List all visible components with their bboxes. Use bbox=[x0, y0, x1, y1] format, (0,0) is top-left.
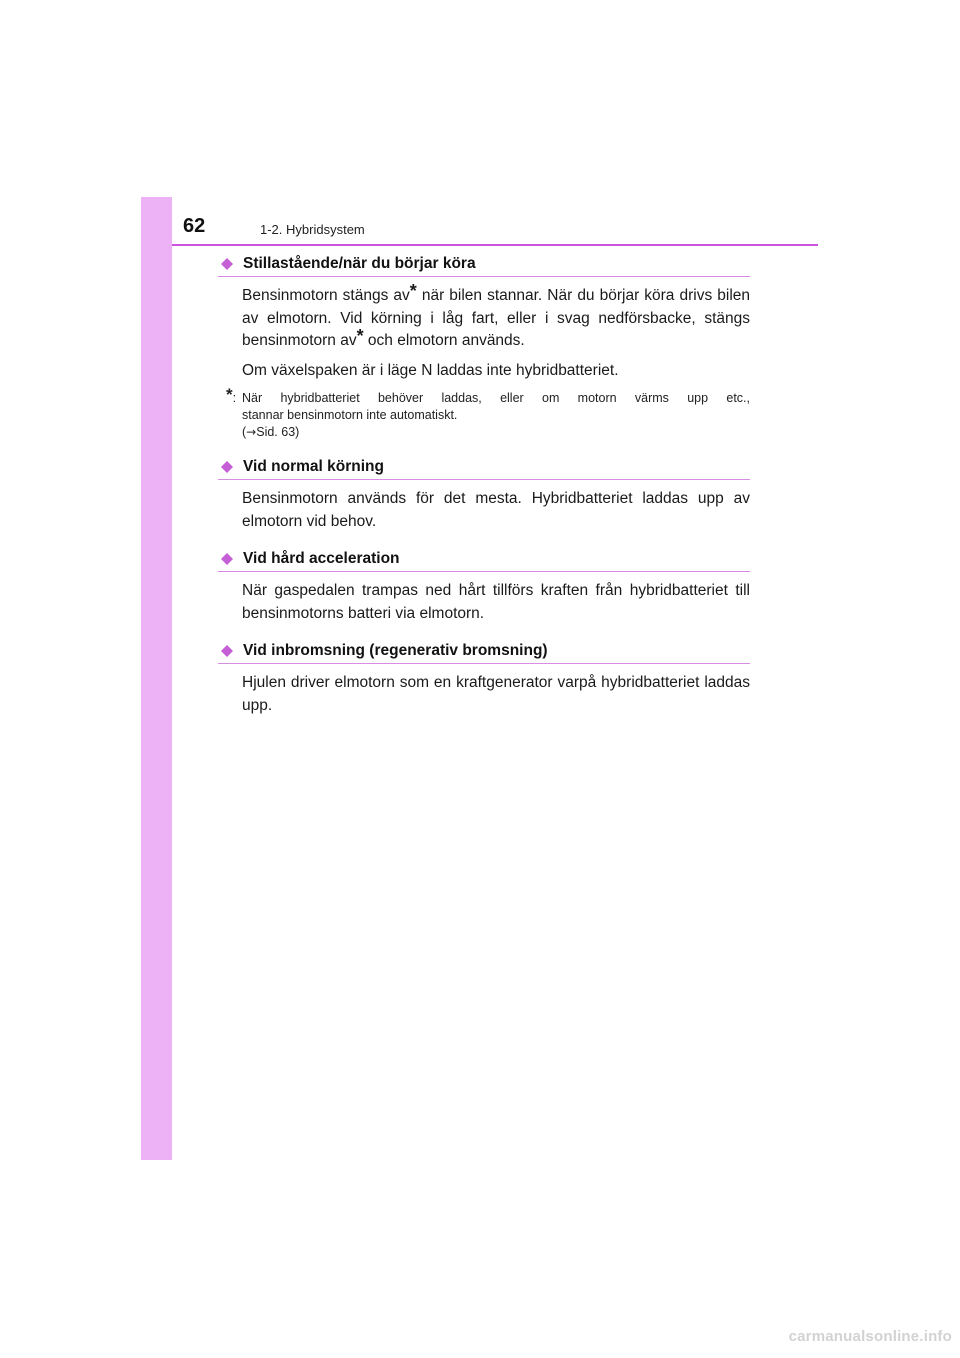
paragraph: När gaspedalen trampas ned hårt tillförs kraften från hybridbatteriet till bensinmotorns batteri via elmotorn. bbox=[242, 582, 750, 622]
watermark: carmanualsonline.info bbox=[788, 1328, 952, 1345]
footnote-asterisk: * bbox=[356, 326, 364, 346]
section-regenerative-braking bbox=[218, 641, 750, 717]
footnote-asterisk: * bbox=[226, 385, 233, 404]
ref-paren: ( bbox=[242, 425, 247, 439]
page-number: 62 bbox=[183, 215, 206, 237]
ref-text: Sid. 63) bbox=[256, 425, 300, 439]
diamond-bullet-icon bbox=[221, 645, 233, 657]
footnote-marker bbox=[226, 385, 237, 407]
page-content bbox=[218, 254, 750, 717]
section-tab-bar bbox=[141, 197, 172, 1160]
section-standstill bbox=[218, 254, 750, 441]
section-heading bbox=[218, 254, 750, 277]
arrow-right-icon: → bbox=[246, 425, 257, 439]
paragraph: Bensinmotorn används för det mesta. Hybridbatteriet laddas upp av elmotorn vid behov. bbox=[242, 490, 750, 530]
diamond-bullet-icon bbox=[221, 553, 233, 565]
section-heading bbox=[218, 641, 750, 664]
footnote-asterisk: * bbox=[409, 281, 417, 301]
diamond-bullet-icon bbox=[221, 258, 233, 270]
heading-text: Vid normal körning bbox=[243, 458, 384, 475]
paragraph-text: när bilen stannar. När du börjar köra drivs bilen av elmotorn. Vid körning i låg fart, eller i svag nedförsbacke, stängs bensinmotorn av bbox=[242, 287, 750, 349]
section-hard-acceleration bbox=[218, 549, 750, 625]
paragraph: Om växelspaken är i läge N laddas inte hybridbatteriet. bbox=[242, 361, 619, 379]
footnote bbox=[218, 385, 750, 441]
header-divider bbox=[172, 244, 818, 246]
section-heading bbox=[218, 549, 750, 572]
footnote-colon: : bbox=[232, 391, 237, 405]
page-reference bbox=[242, 424, 750, 441]
diamond-bullet-icon bbox=[221, 461, 233, 473]
heading-text: Stillastående/när du börjar köra bbox=[243, 255, 476, 272]
paragraph-text: Bensinmotorn stängs av bbox=[242, 287, 410, 304]
heading-text: Vid inbromsning (regenerativ bromsning) bbox=[243, 642, 548, 659]
footnote-line: När hybridbatteriet behöver laddas, eller om motorn värms upp etc., bbox=[242, 391, 750, 405]
running-head: 1-2. Hybridsystem bbox=[260, 222, 365, 237]
section-normal-driving bbox=[218, 457, 750, 533]
footnote-line: stannar bensinmotorn inte automatiskt. bbox=[242, 408, 458, 422]
section-heading bbox=[218, 457, 750, 480]
heading-text: Vid hård acceleration bbox=[243, 550, 400, 567]
paragraph: Hjulen driver elmotorn som en kraftgenerator varpå hybridbatteriet laddas upp. bbox=[242, 674, 750, 714]
paragraph bbox=[242, 281, 750, 353]
paragraph-text: och elmotorn används. bbox=[363, 332, 525, 349]
